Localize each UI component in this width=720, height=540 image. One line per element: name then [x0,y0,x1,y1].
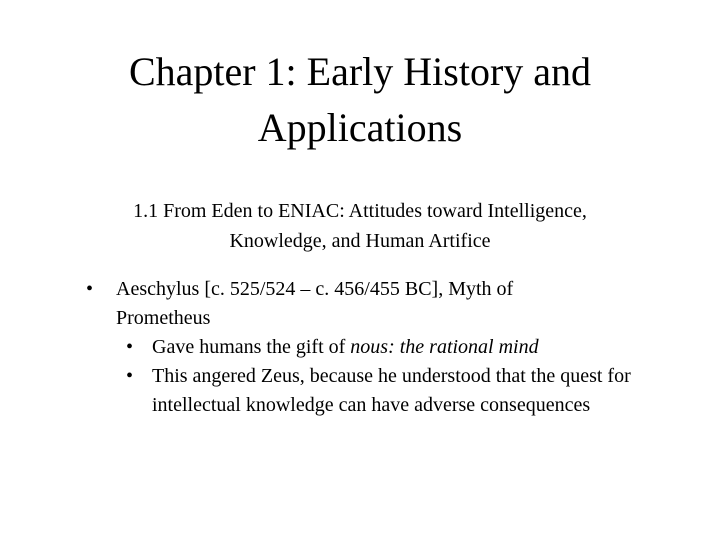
sub-bullet-text: This angered Zeus, because he understood that the quest for intellectual knowledge can have adverse consequences [152,365,631,416]
sub-bullet-item-zeus [126,362,686,420]
sub-bullet-list [116,333,686,420]
section-heading-line-1: 1.1 From Eden to ENIAC: Attitudes toward Intelligence, [133,200,587,222]
slide-title [60,44,660,156]
bullet-text-line-1: Aeschylus [c. 525/524 – c. 456/455 BC], Myth of [116,278,514,300]
sub-bullet-item-gift [126,333,686,362]
section-heading-line-2: Knowledge, and Human Artifice [229,230,491,252]
bullet-text-line-2: Prometheus [116,307,211,329]
sub-bullet-text-prefix: Gave humans the gift of [152,336,351,358]
slide-title-line-1: Chapter 1: Early History and [128,49,592,94]
section-heading [60,196,660,256]
slide-title-line-2: Applications [257,105,463,150]
bullet-item-aeschylus [86,275,686,420]
bullet-marker: • [86,278,94,300]
sub-bullet-marker: • [126,365,134,387]
bullet-list [86,275,686,420]
sub-bullet-text-italic: nous: the rational mind [350,336,539,358]
sub-bullet-marker: • [126,336,134,358]
